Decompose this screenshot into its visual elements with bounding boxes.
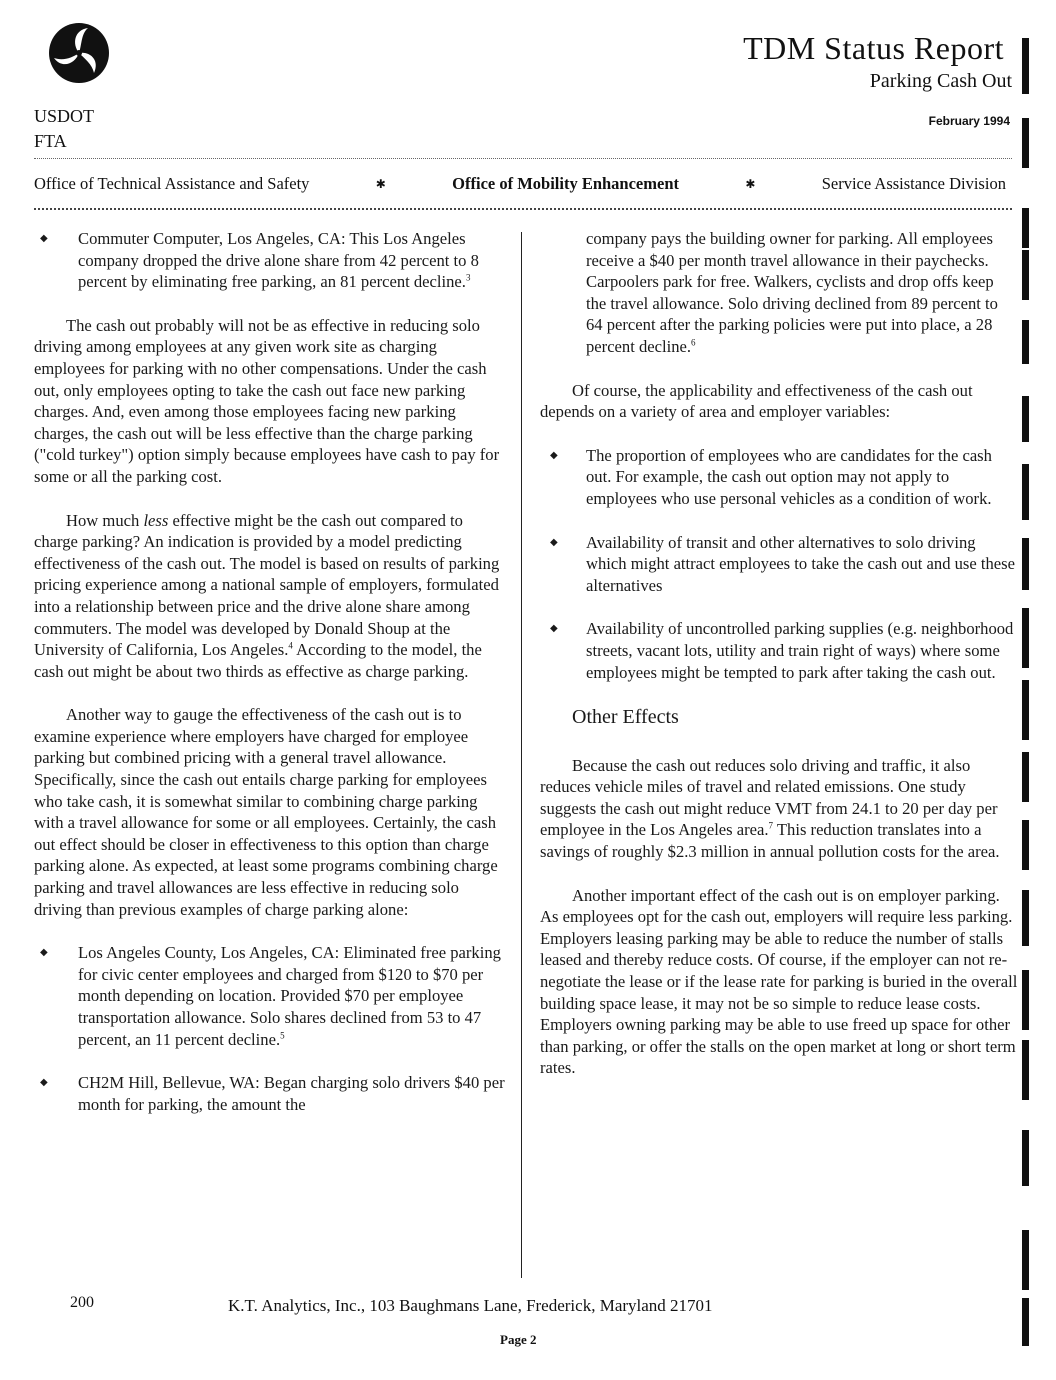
bullet-ch2m-hill: CH2M Hill, Bellevue, WA: Began charging solo drivers $40 per month for parking, the amount the	[78, 1073, 505, 1114]
list-item	[540, 618, 1018, 683]
office-separator-icon: ✱	[745, 176, 756, 191]
footnote-ref: 5	[280, 1030, 285, 1041]
page-number: Page 2	[500, 1332, 537, 1347]
footnote-ref: 7	[768, 820, 774, 831]
offices-bar	[34, 174, 1006, 194]
scan-edge-marks-icon	[1016, 30, 1032, 1350]
offices-rule	[34, 208, 1012, 210]
paragraph-text: effective might be the cash out compared to charge parking? An indication is provided by a model predicting effectiveness of the cash out. The model is based on results of parking pricing experience among a national sample of employers, formulated into a relationship between price and the drive alone share among commuters. The model was developed by Donald Shoup at the University of California, Los Angeles.	[34, 510, 500, 660]
right-column	[540, 228, 1018, 1101]
bullet-uncontrolled-parking: Availability of uncontrolled parking supplies (e.g. neighborhood streets, vacant lots, utility and train right of ways) where some employees might be tempted to park after taking the cash out.	[586, 619, 1014, 682]
paragraph-travel-allowance: Another way to gauge the effectiveness of the cash out is to examine experience where employers have charged for employee parking but combined pricing with a general travel allowance. Specifically, since the cash out entails charge parking for employees who take cash, it is somewhat similar to combining charge parking with a travel allowance for some or all employees. Certainly, the cash out effect should be closer in effectiveness to this option than charge parking alone. As expected, at least some programs combining charge parking and travel allowances are less effective in reducing solo driving than previous examples of charge parking alone:	[34, 705, 498, 919]
header-rule	[34, 158, 1012, 159]
agency-line-fta: FTA	[34, 131, 67, 151]
bullet-employee-proportion: The proportion of employees who are candidates for the cash out. For example, the cash out option may not apply to employees who use personal vehicles as a condition of work.	[586, 445, 992, 508]
paragraph-employer-parking: Another important effect of the cash out is on employer parking. As employees opt for the cash out, employers will require less parking. Employers leasing parking may be able to reduce the number of stalls leased and thereby reduce costs. Of course, if the employer can not re-negotiate the lease or if the lease rate for parking is buried in the overall building space lease, it may not be so simple to reduce lease costs. Employers owning parking may be able to use freed up space for other than parking, or offer the stalls on the open market at long or short term rates.	[540, 885, 1018, 1078]
paragraph-cash-out-effectiveness: The cash out probably will not be as effective in reducing solo driving among employees at any given work site as charging employees for parking with no other compensations. Under the cash out, only employees opting to take the cash out face new parking charges. And, even among those employees facing new parking charges, the cash out will be less effective than the charge parking ("cold turkey") option simply because employees have cash to pay for some or all the parking cost.	[34, 315, 500, 486]
paragraph-text: This reduction translates into a savings of roughly $2.3 million in annual pollution costs for the area.	[540, 820, 1000, 862]
bullet-commuter-computer: Commuter Computer, Los Angeles, CA: This Los Angeles company dropped the drive alone share from 42 percent to 8 percent by eliminating free parking, an 81 percent decline.	[78, 229, 479, 292]
agency-line-usdot: USDOT	[34, 106, 95, 126]
diamond-bullet-icon: ◆	[40, 1077, 48, 1089]
list-item	[540, 532, 1018, 597]
paragraph-applicability: Of course, the applicability and effectiveness of the cash out depends on a variety of area and employer variables:	[540, 380, 973, 422]
paragraph-emissions	[540, 755, 1018, 863]
diamond-bullet-icon: ◆	[40, 233, 48, 244]
column-divider	[521, 232, 522, 1278]
footnote-ref: 4	[288, 640, 293, 651]
paragraph-text: How much	[66, 510, 144, 530]
footnote-ref: 6	[691, 337, 696, 348]
bullet-los-angeles-county: Los Angeles County, Los Angeles, CA: Eliminated free parking for civic center employees and charged from $120 to $70 per month depending on location. Provided $70 per employee transportation allowance. Solo shares declined from 53 to 47 percent, an 11 percent decline.	[78, 943, 501, 1049]
left-column	[34, 228, 508, 1137]
paragraph-text: Because the cash out reduces solo driving and traffic, it also reduces vehicle miles of travel and related emissions. One study suggests the cash out might reduce VMT from 24.1 to 20 per day per employee in the Los Angeles area.	[540, 755, 998, 840]
office-technical-assistance: Office of Technical Assistance and Safety	[34, 174, 310, 193]
paragraph-text: According to the model, the cash out might be about two thirds as effective as charge parking.	[34, 640, 482, 681]
office-mobility-enhancement: Office of Mobility Enhancement	[452, 174, 679, 193]
agency-name	[34, 104, 94, 154]
list-item	[540, 445, 1018, 510]
diamond-bullet-icon: ◆	[550, 536, 558, 548]
emphasis-text: less	[143, 510, 169, 530]
footer-number: 200	[70, 1294, 94, 1311]
office-service-assistance: Service Assistance Division	[821, 174, 1006, 193]
list-item	[34, 228, 508, 293]
bullet-ch2m-hill-continued	[540, 228, 1018, 358]
diamond-bullet-icon: ◆	[40, 947, 48, 959]
diamond-bullet-icon: ◆	[550, 449, 558, 461]
report-subtitle: Parking Cash Out	[869, 70, 1012, 92]
list-item	[34, 942, 508, 1050]
report-title: TDM Status Report	[743, 30, 1004, 66]
paragraph-model-prediction	[34, 510, 508, 683]
footer-address: K.T. Analytics, Inc., 103 Baughmans Lane, Frederick, Maryland 21701	[228, 1296, 713, 1315]
usdot-logo-icon	[48, 22, 110, 84]
report-date: February 1994	[928, 114, 1010, 128]
section-heading-other-effects: Other Effects	[572, 706, 679, 729]
bullet-transit-availability: Availability of transit and other alternatives to solo driving which might attract employees to take the cash out and use these alternatives	[586, 532, 1015, 595]
footnote-ref: 3	[465, 272, 471, 283]
list-item	[34, 1072, 508, 1115]
paragraph-text: company pays the building owner for parking. All employees receive a $40 per month travel allowance in their paychecks. Carpoolers park for free. Walkers, cyclists and drop offs keep the travel allowance. Solo driving declined from 89 percent to 64 percent after the parking policies were put into place, a 28 percent decline.	[586, 229, 998, 356]
office-separator-icon: ✱	[375, 176, 386, 191]
diamond-bullet-icon: ◆	[550, 623, 558, 635]
